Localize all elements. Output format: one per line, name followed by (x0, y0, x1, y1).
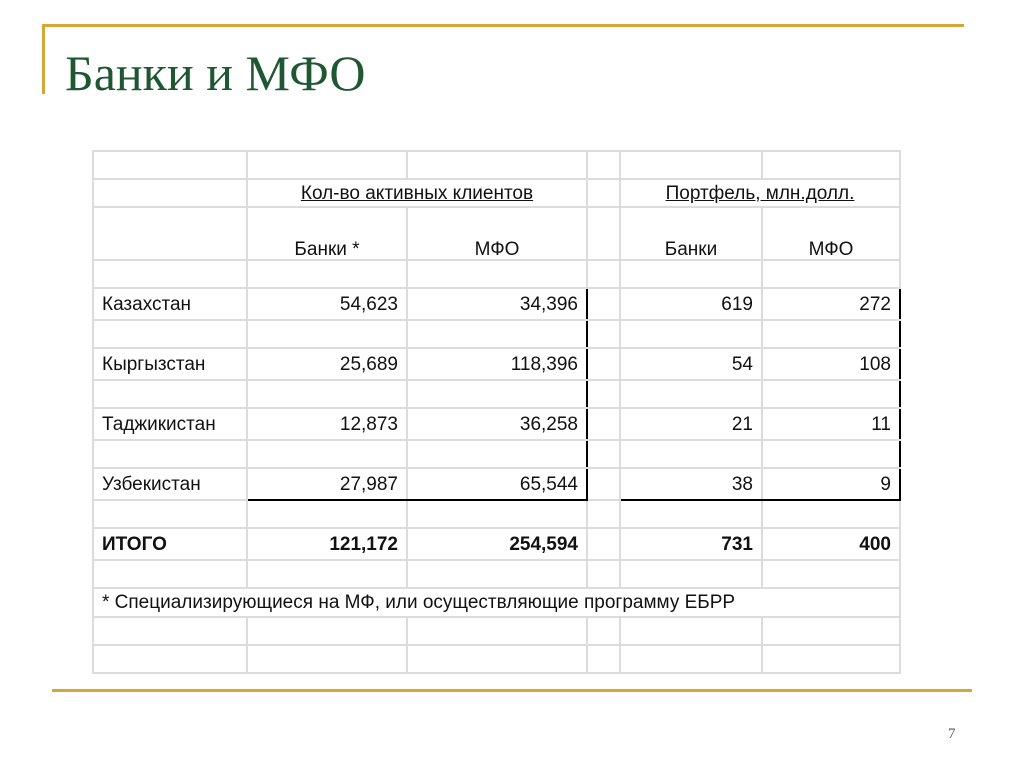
blank-row (93, 560, 900, 588)
frame-top-line (42, 24, 964, 27)
page-number: 7 (948, 726, 956, 742)
portfolio-mfo-cell: 9 (762, 468, 900, 500)
total-clients-banks: 121,172 (247, 528, 407, 560)
clients-mfo-cell: 65,544 (407, 468, 587, 500)
portfolio-mfo-cell: 11 (762, 408, 900, 440)
footnote: * Специализирующиеся на МФ, или осуществляющие программу ЕБРР (93, 588, 900, 617)
portfolio-mfo-cell: 272 (762, 288, 900, 320)
table-row (93, 348, 900, 380)
country-cell: Кыргызстан (93, 348, 247, 380)
footnote-row (93, 588, 900, 617)
banks-mfo-table (92, 150, 901, 674)
portfolio-group-header: Портфель, млн.долл. (620, 179, 900, 207)
blank-row (93, 500, 900, 528)
sub-header-row (93, 207, 900, 260)
blank-row (93, 440, 900, 468)
slide-title: Банки и МФО (65, 45, 366, 101)
clients-banks-cell: 54,623 (247, 288, 407, 320)
blank-row (93, 260, 900, 288)
total-clients-mfo: 254,594 (407, 528, 587, 560)
blank-row (93, 320, 900, 348)
clients-banks-cell: 12,873 (247, 408, 407, 440)
frame-bottom-line (52, 689, 972, 692)
total-row (93, 528, 900, 560)
total-portfolio-mfo: 400 (762, 528, 900, 560)
portfolio-banks-cell: 619 (620, 288, 762, 320)
spreadsheet (92, 150, 901, 674)
clients-group-header: Кол-во активных клиентов (247, 179, 587, 207)
country-cell: Таджикистан (93, 408, 247, 440)
portfolio-banks-cell: 54 (620, 348, 762, 380)
table-row (93, 468, 900, 500)
portfolio-banks-cell: 21 (620, 408, 762, 440)
blank-row (93, 645, 900, 673)
total-label: ИТОГО (93, 528, 247, 560)
frame-left-line (42, 24, 45, 94)
clients-banks-header: Банки * (247, 207, 407, 260)
clients-banks-cell: 27,987 (247, 468, 407, 500)
blank-row (93, 151, 900, 179)
blank-row (93, 380, 900, 408)
total-portfolio-banks: 731 (620, 528, 762, 560)
country-cell: Казахстан (93, 288, 247, 320)
table-row (93, 288, 900, 320)
table-row (93, 408, 900, 440)
blank-row (93, 617, 900, 645)
country-cell: Узбекистан (93, 468, 247, 500)
portfolio-banks-cell: 38 (620, 468, 762, 500)
clients-banks-cell: 25,689 (247, 348, 407, 380)
portfolio-banks-header: Банки (620, 207, 762, 260)
clients-mfo-cell: 36,258 (407, 408, 587, 440)
clients-mfo-header: МФО (407, 207, 587, 260)
portfolio-mfo-cell: 108 (762, 348, 900, 380)
group-header-row (93, 179, 900, 207)
portfolio-mfo-header: МФО (762, 207, 900, 260)
clients-mfo-cell: 118,396 (407, 348, 587, 380)
clients-mfo-cell: 34,396 (407, 288, 587, 320)
